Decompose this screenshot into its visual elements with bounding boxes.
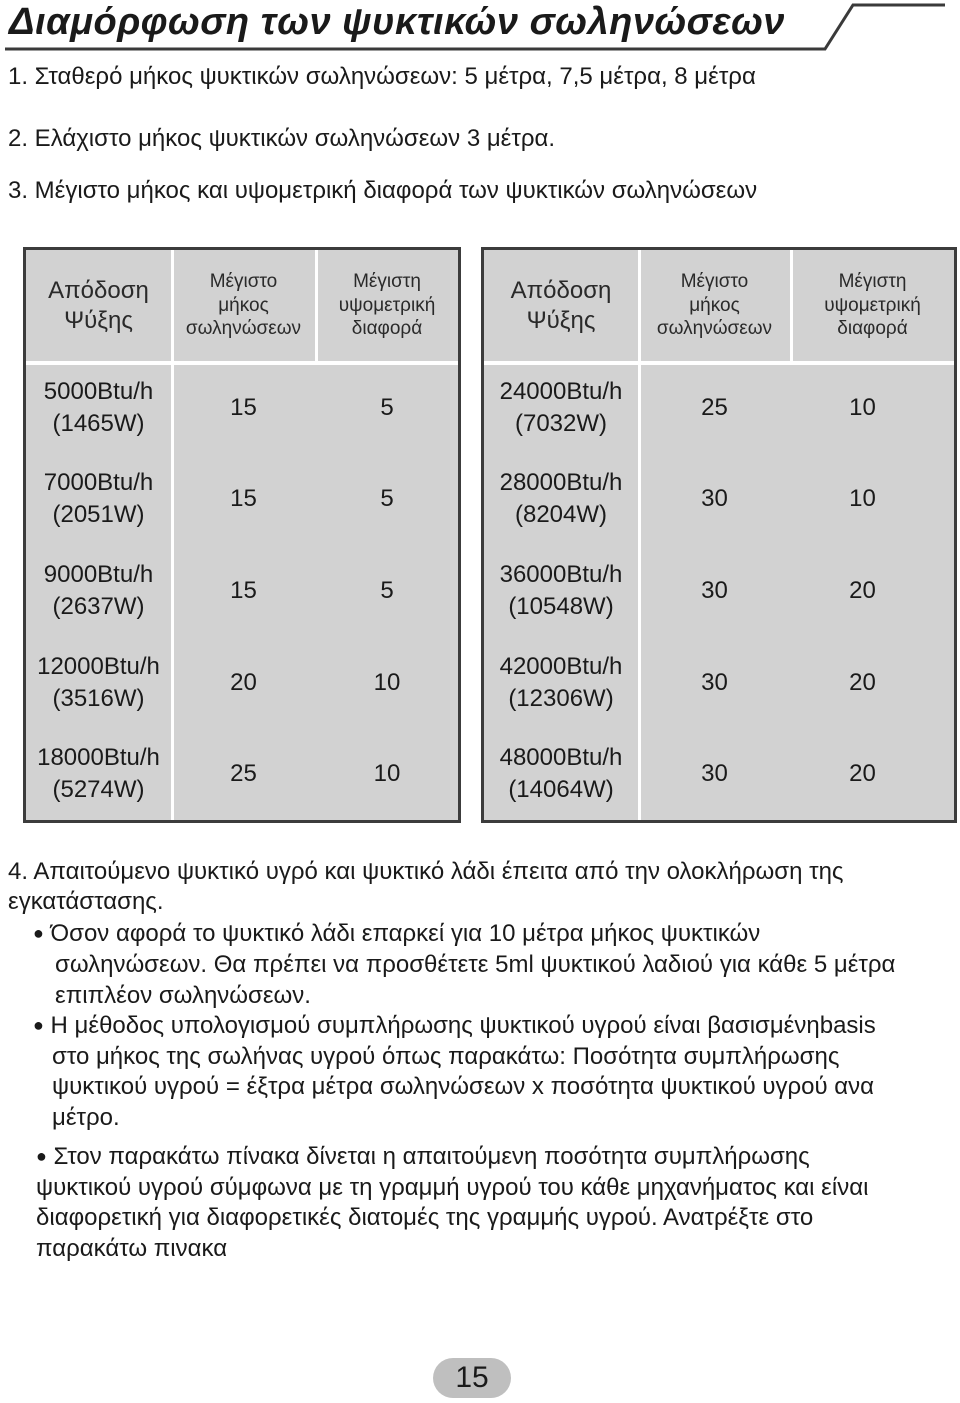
capacity-watt: (7032W) (514, 410, 608, 437)
table-row (484, 547, 954, 635)
max-length-value: 30 (701, 760, 728, 787)
item-3: 3. Μέγιστο μήκος και υψομετρική διαφορά των ψυκτικών σωληνώσεων (8, 177, 758, 204)
header-divider (315, 250, 318, 361)
capacity-btu: 24000Btu/h (499, 378, 623, 405)
table-header (484, 250, 954, 361)
capacity-btu: 9000Btu/h (43, 561, 154, 588)
max-length-value: 30 (701, 485, 728, 512)
header-max-length: Μέγιστο μήκος σωληνώσεων (185, 270, 302, 340)
bullet-icon: ● (33, 1015, 44, 1035)
capacity-btu: 12000Btu/h (37, 653, 160, 680)
table-row (26, 365, 458, 451)
capacity-watt: (14064W) (508, 776, 614, 803)
max-height-value: 20 (849, 577, 876, 604)
header-max-height: Μέγιστη υψομετρική διαφορά (338, 270, 436, 340)
bullet-3-line: ψυκτικού υγρού σύμφωνα με τη γραμμή υγρού του κάθε μηχανήματος και είναι (36, 1174, 869, 1201)
table-row (26, 547, 458, 635)
bullet-2-line: μέτρο. (52, 1104, 120, 1131)
max-height-value: 10 (373, 760, 401, 787)
max-length-value: 15 (230, 485, 257, 512)
max-height-value: 5 (380, 394, 394, 421)
header-divider (638, 250, 641, 361)
table-row (26, 639, 458, 727)
capacity-watt: (3516W) (52, 685, 145, 712)
max-height-value: 20 (849, 760, 876, 787)
max-length-value: 25 (230, 760, 257, 787)
bullet-1-line: επιπλέον σωληνώσεων. (55, 982, 311, 1009)
capacity-watt: (8204W) (514, 501, 608, 528)
max-height-value: 20 (849, 669, 876, 696)
item-2: 2. Ελάχιστο μήκος ψυκτικών σωληνώσεων 3 μέτρα. (8, 125, 556, 152)
header-divider (171, 250, 174, 361)
bullet-icon: ● (33, 923, 44, 943)
capacity-btu: 28000Btu/h (499, 469, 623, 496)
capacity-btu: 18000Btu/h (37, 744, 160, 771)
capacity-watt: (5274W) (52, 776, 145, 803)
bullet-icon: ● (36, 1146, 47, 1166)
page-title-block (5, 0, 945, 46)
capacity-btu: 36000Btu/h (499, 561, 623, 588)
capacity-watt: (12306W) (508, 685, 614, 712)
capacity-watt: (10548W) (508, 593, 614, 620)
table-row (484, 455, 954, 543)
max-height-value: 10 (849, 485, 876, 512)
max-length-value: 15 (230, 577, 257, 604)
bullet-3-line: ● Στον παρακάτω πίνακα δίνεται η απαιτούμενη ποσότητα συμπλήρωσης (36, 1143, 810, 1170)
max-length-value: 30 (701, 669, 728, 696)
max-height-value: 5 (380, 577, 394, 604)
max-length-value: 30 (701, 577, 728, 604)
max-height-value: 10 (849, 394, 876, 421)
bullet-2-line: ψυκτικού υγρού = έξτρα μέτρα σωληνώσεων x ποσότητα ψυκτικού υγρού ανα (52, 1073, 875, 1100)
max-height-value: 10 (373, 669, 401, 696)
capacity-watt: (1465W) (52, 410, 145, 437)
bullet-1-line: ● Όσον αφορά το ψυκτικό λάδι επαρκεί για 10 μέτρα μήκος ψυκτικών (33, 920, 761, 947)
max-length-value: 20 (230, 669, 257, 696)
header-max-height: Μέγιστη υψομετρική διαφορά (824, 270, 921, 340)
page-number: 15 (433, 1358, 511, 1398)
table-body (26, 365, 458, 820)
capacity-btu: 7000Btu/h (43, 469, 154, 496)
capacity-btu: 48000Btu/h (499, 744, 623, 771)
table-row (484, 731, 954, 817)
max-height-value: 5 (380, 485, 394, 512)
table-header (26, 250, 458, 361)
bullet-2-line: στο μήκος της σωλήνας υγρού όπως παρακάτω: Ποσότητα συμπλήρωσης (52, 1043, 840, 1070)
section-4-heading: 4. Απαιτούμενο ψυκτικό υγρό και ψυκτικό λάδι έπειτα από την ολοκλήρωση της (8, 858, 844, 885)
pipe-table-left (23, 247, 461, 823)
capacity-btu: 42000Btu/h (499, 653, 623, 680)
header-capacity: Απόδοση Ψύξης (510, 276, 612, 334)
max-length-value: 25 (701, 394, 728, 421)
max-length-value: 15 (230, 394, 257, 421)
table-row (26, 731, 458, 817)
pipe-table-right (481, 247, 957, 823)
header-max-length: Μέγιστο μήκος σωληνώσεων (656, 270, 773, 340)
table-body (484, 365, 954, 820)
table-row (26, 455, 458, 543)
section-4-heading-cont: εγκατάστασης. (8, 888, 164, 915)
bullet-2-line: ● Η μέθοδος υπολογισμού συμπλήρωσης ψυκτικού υγρού είναι βασισμένηbasis (33, 1012, 876, 1039)
page-title: Διαμόρφωση των ψυκτικών σωληνώσεων (9, 1, 785, 43)
capacity-watt: (2051W) (52, 501, 145, 528)
header-capacity: Απόδοση Ψύξης (48, 276, 149, 334)
bullet-3-line: παρακάτω πινακα (36, 1235, 228, 1262)
capacity-watt: (2637W) (52, 593, 145, 620)
table-row (484, 639, 954, 727)
header-divider (790, 250, 793, 361)
item-1: 1. Σταθερό μήκος ψυκτικών σωληνώσεων: 5 μέτρα, 7,5 μέτρα, 8 μέτρα (8, 63, 756, 90)
capacity-btu: 5000Btu/h (43, 378, 154, 405)
bullet-1-line: σωληνώσεων. Θα πρέπει να προσθέτετε 5ml ψυκτικού λαδιού για κάθε 5 μέτρα (55, 951, 896, 978)
table-row (484, 365, 954, 451)
bullet-3-line: διαφορετική για διαφορετικές διατομές της γραμμής υγρού. Ανατρέξτε στο (36, 1204, 814, 1231)
